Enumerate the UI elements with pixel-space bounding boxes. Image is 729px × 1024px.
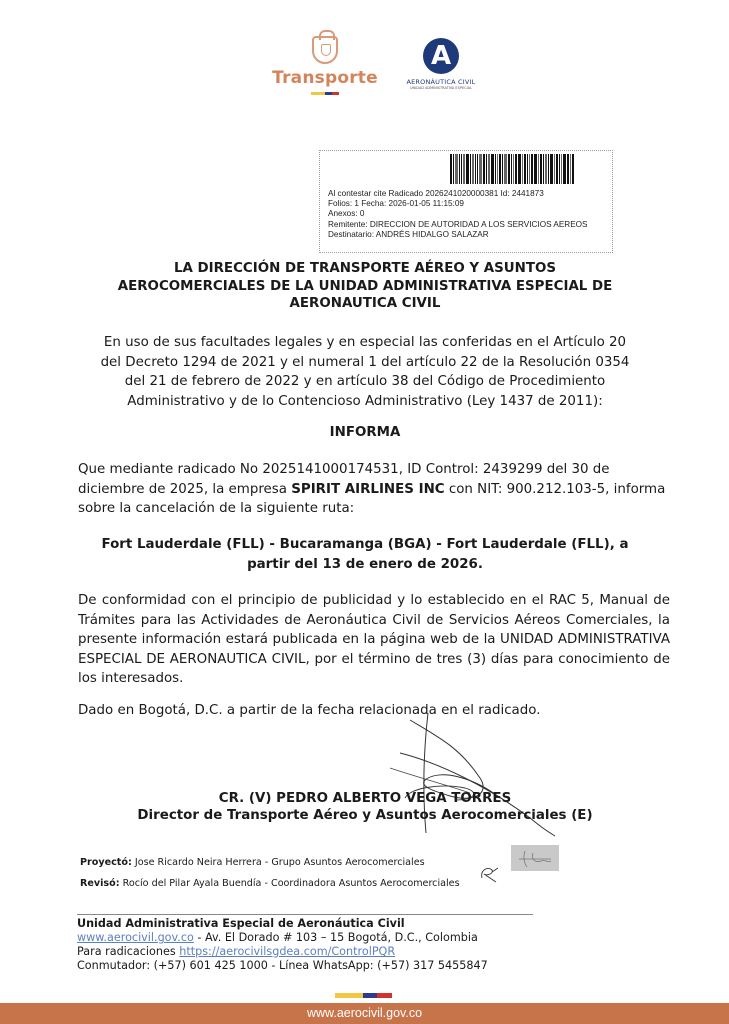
footer-address: - Av. El Dorado # 103 – 15 Bogotá, D.C., Colombia — [193, 931, 478, 944]
barcode-bar — [540, 154, 542, 184]
barcode-bar — [453, 154, 454, 184]
stamp-anexos: Anexos: 0 — [328, 209, 365, 219]
publicity-paragraph: De conformidad con el principio de publicidad y lo establecido en el RAC 5, Manual de Trámites para las Actividades de Aeronáutica Civil de Servicios Aéreos Comerciales, la presente información estará publicada en la página web de la UNIDAD ADMINISTRATIVA ESPECIAL DE AERONAUTICA CIVIL, por el término de tres (3) días para conocimiento de los interesados. — [78, 593, 670, 686]
signer-title: Director de Transporte Aéreo y Asuntos Aerocomerciales (E) — [137, 808, 593, 823]
footer-org: Unidad Administrativa Especial de Aeronáutica Civil — [77, 917, 405, 930]
footer-radicaciones-line — [77, 945, 577, 959]
proyecto-value: Jose Ricardo Neira Herrera - Grupo Asuntos Aerocomerciales — [134, 857, 425, 868]
barcode-bar — [504, 154, 507, 184]
barcode-bar — [499, 154, 501, 184]
intro-line: En uso de sus facultades legales y en especial las conferidas en el Artículo 20 — [103, 335, 627, 350]
transporte-logo-text: Transporte — [272, 68, 378, 88]
barcode-bar — [508, 154, 510, 184]
informa-heading: INFORMA — [329, 425, 401, 440]
stamp-remitente: Remitente: DIRECCION DE AUTORIDAD A LOS SERVICIOS AEREOS — [328, 219, 588, 229]
reviso-value: Rocío del Pilar Ayala Buendía - Coordinadora Asuntos Aerocomerciales — [122, 878, 460, 889]
barcode-bar — [455, 154, 458, 184]
footer-phones: Conmutador: (+57) 601 425 1000 - Línea WhatsApp: (+57) 317 5455847 — [77, 959, 488, 972]
barcode-bar — [513, 154, 514, 184]
aerocivil-logo — [396, 38, 486, 98]
colombia-flag-bar-bottom — [335, 993, 392, 998]
company-name: SPIRIT AIRLINES INC — [291, 481, 445, 497]
barcode-bar — [470, 154, 471, 184]
barcode-bar — [550, 154, 553, 184]
route-line: partir del 13 de enero de 2026. — [247, 556, 483, 572]
barcode-bar — [463, 154, 465, 184]
radicaciones-label: Para radicaciones — [77, 945, 180, 958]
barcode-bar — [548, 154, 549, 184]
aerocivil-logo-sub: UNIDAD ADMINISTRATIVA ESPECIAL — [409, 86, 473, 90]
barcode-bar — [531, 154, 533, 184]
barcode-bar — [483, 154, 485, 184]
barcode-bar — [472, 154, 474, 184]
radicaciones-link[interactable]: https://aerocivilsgdea.com/ControlPQR — [179, 945, 396, 958]
barcode-bar — [522, 154, 523, 184]
barcode-bar — [488, 154, 490, 184]
barcode-bar — [538, 154, 539, 184]
barcode-bar — [545, 154, 547, 184]
barcode-bar — [461, 154, 462, 184]
barcode-bar — [529, 154, 530, 184]
footer — [77, 917, 577, 973]
barcode-bar — [486, 154, 487, 184]
band-url[interactable]: www.aerocivil.gov.co — [306, 1006, 423, 1020]
aerocivil-a-icon: A — [423, 38, 459, 74]
barcode-bar — [559, 154, 560, 184]
barcode-bar — [524, 154, 526, 184]
document-title — [40, 260, 690, 313]
barcode-bar — [466, 154, 469, 184]
barcode-bar — [495, 154, 496, 184]
barcode-bar — [563, 154, 566, 184]
para1-text-end: con NIT: 900.212.103-5, informa sobre la cancelación de la siguiente ruta: — [78, 481, 666, 516]
barcode-bar — [459, 154, 460, 184]
barcode-bar — [479, 154, 482, 184]
intro-paragraph — [60, 333, 670, 411]
barcode-bar — [556, 154, 558, 184]
barcode-bar — [570, 154, 571, 184]
aerocivil-logo-name: AERONÁUTICA CIVIL — [406, 78, 476, 86]
signer-name: CR. (V) PEDRO ALBERTO VEGA TORRES — [218, 791, 512, 806]
barcode — [450, 154, 610, 184]
stamp-destinatario: Destinatario: ANDRÉS HIDALGO SALAZAR — [328, 229, 489, 239]
cancelled-route — [60, 535, 670, 574]
barcode-bar — [515, 154, 517, 184]
colombia-flag-bar — [311, 92, 339, 95]
barcode-bar — [561, 154, 562, 184]
title-line: LA DIRECCIÓN DE TRANSPORTE AÉREO Y ASUNTOS — [173, 261, 557, 276]
barcode-bar — [450, 154, 452, 184]
footer-divider — [77, 914, 533, 915]
intro-line: Administrativo y de lo Contencioso Administrativo (Ley 1437 de 2011): — [127, 393, 603, 409]
footer-address-line — [77, 931, 577, 945]
barcode-bar — [477, 154, 478, 184]
coat-of-arms-icon — [312, 36, 338, 64]
barcode-bar — [502, 154, 503, 184]
barcode-bar — [491, 154, 494, 184]
barcode-bar — [572, 154, 574, 184]
signer-block — [60, 790, 670, 824]
barcode-bar — [475, 154, 476, 184]
para1-text: Que mediante radicado No 2025141000174531, ID Control: 2439299 del 30 de diciembre de 2025, la empresa — [78, 462, 610, 497]
stamp-text — [328, 189, 588, 240]
radicado-paragraph — [78, 460, 668, 519]
barcode-bar — [543, 154, 544, 184]
barcode-bar — [518, 154, 521, 184]
barcode-bar — [511, 154, 512, 184]
reviso-initials-mark — [478, 864, 502, 884]
stamp-folios: Folios: 1 Fecha: 2026-01-05 11:15:09 — [328, 199, 464, 209]
proyecto-label: Proyectó: — [80, 857, 132, 868]
website-band — [0, 1003, 729, 1024]
intro-line: del 21 de febrero de 2022 y en artículo 38 del Código de Procedimiento — [124, 374, 606, 389]
barcode-bar — [534, 154, 537, 184]
stamp-radicado: Al contestar cite Radicado 2026241020000381 Id: 2441873 — [328, 189, 544, 198]
proyecto-initials-image — [511, 845, 559, 871]
issued-paragraph: Dado en Bogotá, D.C. a partir de la fecha relacionada en el radicado. — [78, 703, 541, 718]
intro-line: del Decreto 1294 de 2021 y el numeral 1 del artículo 22 de la Resolución 0354 — [100, 354, 630, 370]
title-line: AERONAUTICA CIVIL — [289, 296, 441, 311]
barcode-bar — [497, 154, 498, 184]
barcode-bar — [527, 154, 528, 184]
title-line: AEROCOMERCIALES DE LA UNIDAD ADMINISTRATIVA ESPECIAL DE — [117, 278, 613, 294]
barcode-bar — [554, 154, 555, 184]
route-line: Fort Lauderdale (FLL) - Bucaramanga (BGA) - Fort Lauderdale (FLL), a — [101, 537, 629, 552]
footer-website-link[interactable]: www.aerocivil.gov.co — [77, 931, 194, 944]
transporte-logo — [272, 36, 378, 104]
radicado-stamp — [319, 150, 613, 253]
reviso-label: Revisó: — [80, 878, 120, 889]
barcode-bar — [567, 154, 569, 184]
